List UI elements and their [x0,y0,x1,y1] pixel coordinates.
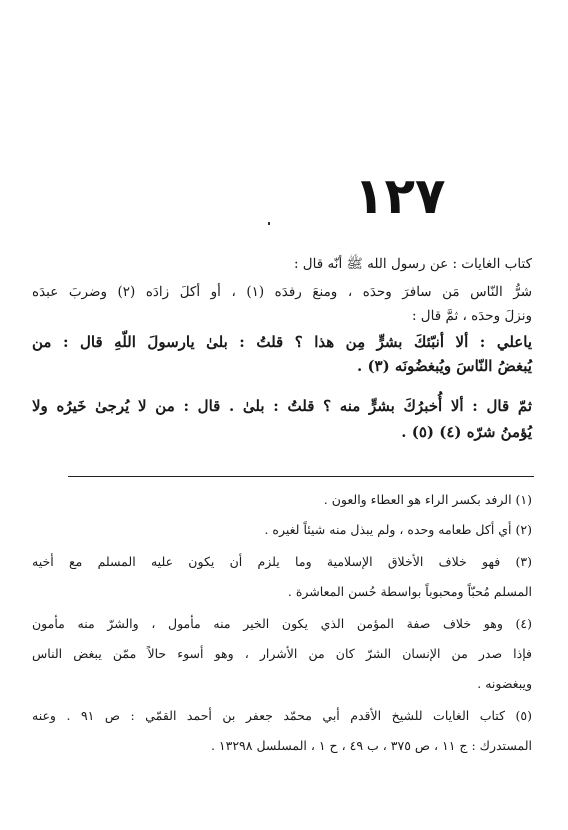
paragraph-3-line-1: ثمّ قال : ألا أُخبرُكَ بشرٍّ منه ؟ قلتُ : بلىٰ . قال : من لا يُرجىٰ خَيرُه ولا [32,397,532,415]
footnote-5-line-1: (٥) كتاب الغايات للشيخ الأقدم أبي محمّد جعفر بن أحمد القمّي : ص ٩١ . وعنه [32,708,533,723]
footnote-3-line-2: المسلم مُحبّاً ومحبوباً بواسطة حُسن المعاشرة . [287,584,532,599]
footnote-separator [68,476,534,477]
footnote-1: (١) الرفد بكسر الراء هو العطاء والعون . [323,492,532,507]
footnote-4-line-1: (٤) وهو خلاف صفة المؤمن الذي يكون الخير منه مأمول ، والشرّ منه مأمون [32,616,532,631]
paragraph-2-line-1: ياعلي : ألا أنبّئكَ بشرٍّ مِن هذا ؟ قلتُ : بلىٰ يارسولَ اللّهِ قال : من [32,333,532,351]
footnote-3-line-1: (٣) فهو خلاف الأخلاق الإسلامية وما يلزم أن يكون عليه المسلم مع أخيه [32,554,532,569]
footnote-4-line-3: ويبغضونه . [477,676,532,691]
footnote-4-line-2: فإذا صدر من الإنسان الشرّ كان من الأشرار ، وهو أسوء حالاً ممّن يبغض الناس [32,646,532,661]
paragraph-1-line-1: شرُّ النّاس مَن سافرَ وحدَه ، ومنعَ رفدَه (١) ، أو أكلَ زادَه (٢) وضربَ عبدَه [32,284,533,300]
intro-line: كتاب الغايات : عن رسول الله ﷺ أنّه قال : [293,256,532,272]
paragraph-1-line-2: ونزلَ وحدَه ، ثمَّ قال : [411,308,532,324]
paragraph-2-line-2: يُبغضُ النّاسَ ويُبغضُونَه (٣) . [357,357,532,375]
footnote-2: (٢) أي أكل طعامه وحده ، ولم يبذل منه شيئاً لغيره . [264,522,532,537]
ink-dot [268,222,270,225]
paragraph-3-line-2: يُؤمنُ شرّه (٤) (٥) . [401,423,532,441]
section-number: ١٢٧ [354,167,446,225]
footnote-5-line-2: المستدرك : ج ١١ ، ص ٣٧٥ ، ب ٤٩ ، ح ١ ، المسلسل ١٣٢٩٨ . [210,738,532,753]
